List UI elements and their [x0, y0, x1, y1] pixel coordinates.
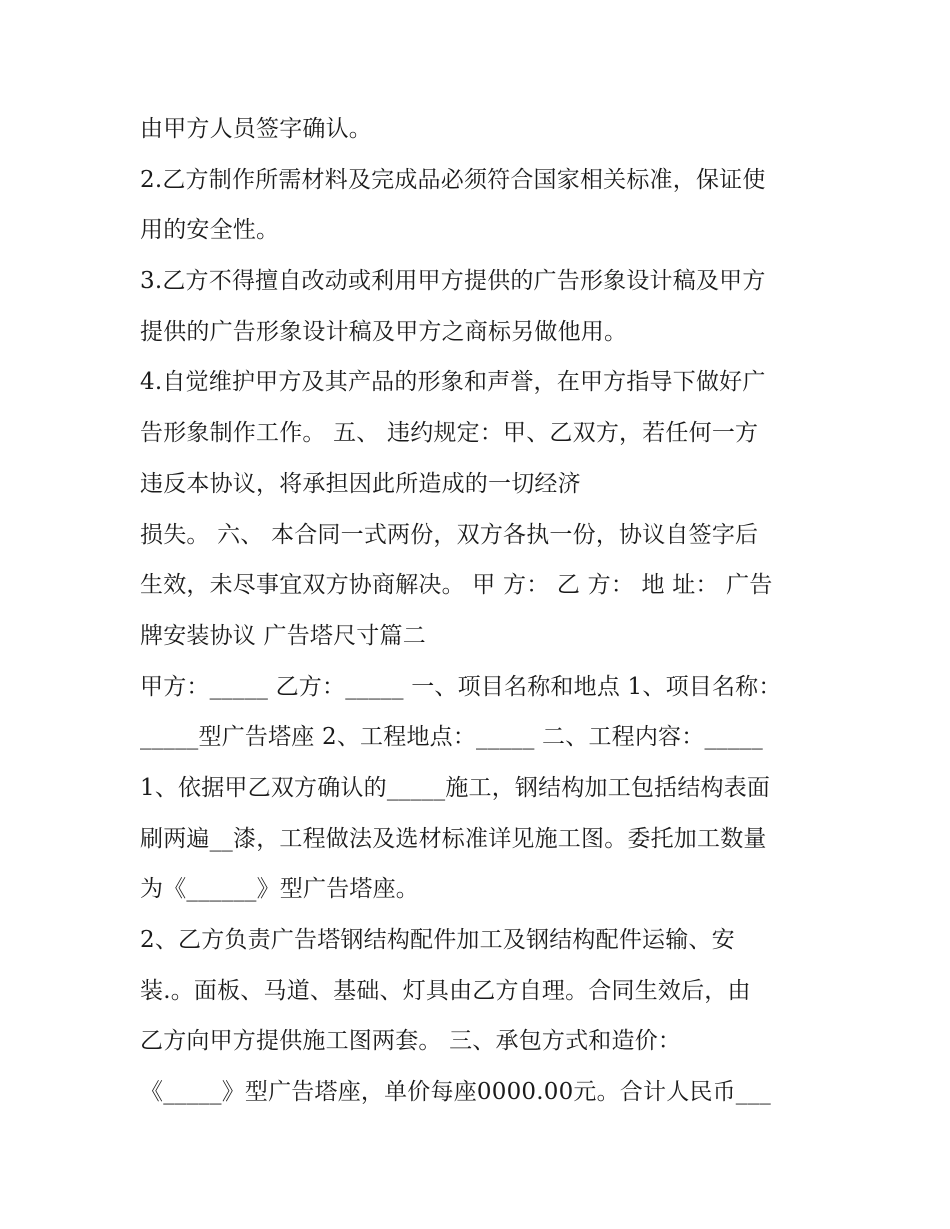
- text-line: 违反本协议，将承担因此所造成的一切经济: [140, 470, 581, 497]
- text-line: 用的安全性。: [140, 217, 280, 244]
- text-line: 刷两遍__漆，工程做法及选材标准详见施工图。委托加工数量: [140, 825, 767, 852]
- text-line: 为《______》型广告塔座。: [140, 876, 419, 903]
- text-line: 生效，未尽事宜双方协商解决。 甲 方： 乙 方： 地 址： 广告: [140, 572, 773, 599]
- text-line: 告形象制作工作。 五、 违约规定：甲、乙双方，若任何一方: [140, 420, 759, 447]
- text-line: 甲方：_____ 乙方：_____ 一、项目名称和地点 1、项目名称：: [140, 673, 782, 700]
- text-line: 2.乙方制作所需材料及完成品必须符合国家相关标准，保证使: [140, 166, 766, 193]
- text-line: 1、依据甲乙双方确认的_____施工，钢结构加工包括结构表面: [140, 774, 771, 801]
- text-line: 《_____》型广告塔座，单价每座0000.00元。合计人民币___: [140, 1079, 771, 1106]
- text-line: 装.。面板、马道、基础、灯具由乙方自理。合同生效后，由: [140, 977, 751, 1004]
- text-line: 乙方向甲方提供施工图两套。 三、承包方式和造价：: [140, 1028, 682, 1055]
- text-line: 提供的广告形象设计稿及甲方之商标另做他用。: [140, 318, 628, 345]
- text-line: 牌安装协议 广告塔尺寸篇二: [140, 622, 426, 649]
- text-line: 4.自觉维护甲方及其产品的形象和声誉，在甲方指导下做好广: [140, 369, 766, 396]
- text-line: 由甲方人员签字确认。: [140, 116, 372, 142]
- text-line: 3.乙方不得擅自改动或利用甲方提供的广告形象设计稿及甲方: [140, 268, 766, 295]
- document-body: [140, 104, 830, 1118]
- text-line: _____型广告塔座 2、工程地点：_____ 二、工程内容：_____: [140, 724, 763, 751]
- text-line: 2、乙方负责广告塔钢结构配件加工及钢结构配件运输、安: [140, 927, 735, 953]
- text-line: 损失。 六、 本合同一式两份，双方各执一份，协议自签字后: [140, 521, 759, 548]
